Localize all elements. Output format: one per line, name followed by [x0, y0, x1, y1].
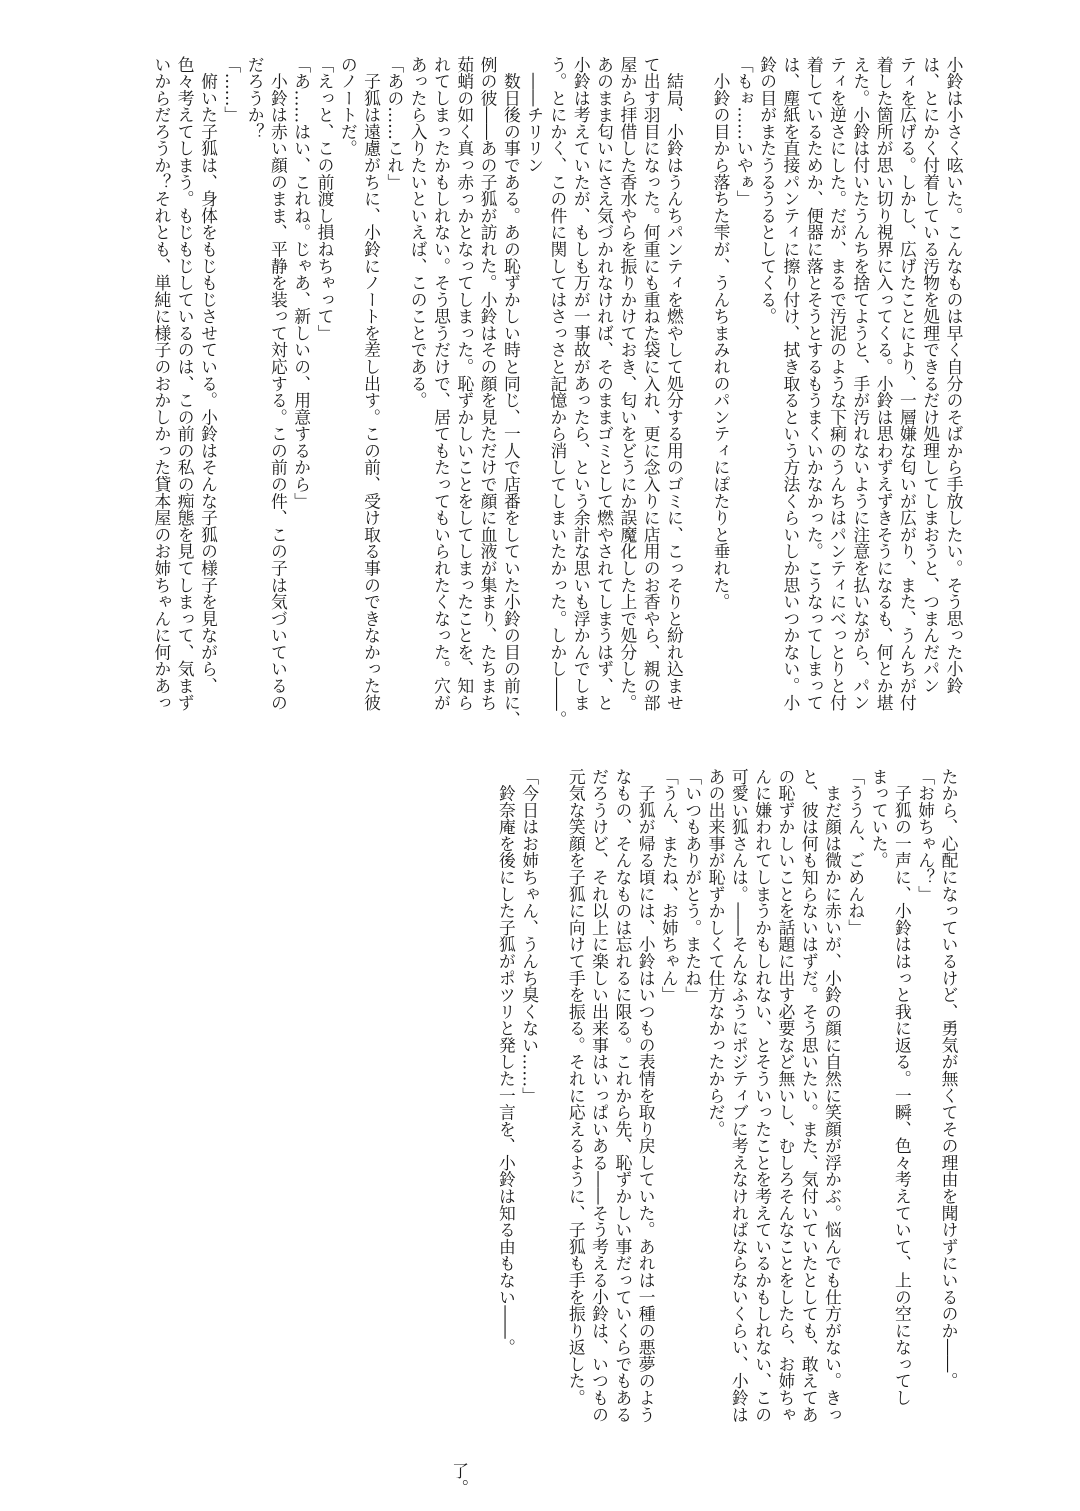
text-line: だろうけど、それ以上に楽しい出来事はいっぱいある――そう考える小鈴は、いつもの [589, 768, 610, 1423]
text-line: 「いつもありがとう。またね」 [682, 768, 703, 1004]
text-line: 「あの……これ」 [384, 56, 405, 191]
text-line: 鈴奈庵を後にした子狐がポツリと発した一言を、小鈴は知る由もない――。 [496, 768, 517, 1356]
text-line: 子狐が帰る頃には、小鈴はいつもの表情を取り戻していた。あれは一種の悪夢のよう [636, 768, 657, 1423]
text-line: 元気な笑顔を子狐に向けて手を振る。それに応えるように、子狐も手を振り返した。 [566, 768, 587, 1407]
text-line: 小鈴は赤い顔のまま、平静を装って対応する。この前の件、この子は気づいているの [268, 56, 289, 711]
text-line: 茹蛸の如く真っ赤っかとなってしまった。恥ずかしいことをしてしまったことを、知ら [454, 56, 475, 711]
text-line: 着しているためか、便器に落とそうとするもうまくいかなかった。こうなってしまって [804, 56, 825, 711]
text-line [541, 768, 564, 1448]
text-line: のノートだ。 [338, 56, 359, 157]
text-line [685, 56, 708, 716]
text-line: 「あ……はい、これね。じゃあ、新しいの、用意するから」 [291, 56, 312, 510]
text-line: なもの、そんなものは忘れるに限る。これから先、恥ずかしい事だっていくらでもある [612, 768, 633, 1423]
text-line: 可愛い狐さんは。――そんなふうにポジティブに考えなければならないくらい、小鈴は [729, 768, 750, 1423]
text-line: 小鈴は小さく呟いた。こんなものは早く自分のそばから手放したい。そう思った小鈴 [944, 56, 964, 695]
text-line: まっていた。 [869, 768, 890, 869]
text-line: ――チリリン [524, 56, 545, 174]
text-line: れてしまったかもしれない。そう思うだけで、居てもたってもいられたくなった。穴が [431, 56, 452, 711]
text-block-bottom [494, 768, 960, 1448]
text-line: ティを広げる。しかし、広げたことにより、一層嫌な匂いが広がり、また、うんちが付 [897, 56, 918, 711]
text-line: 子狐は遠慮がちに、小鈴にノートを差し出す。この前、受け取る事のできなかった彼 [361, 56, 382, 711]
text-line: の恥ずかしいことを話題に出す必要など無いし、むしろそんなことをしたら、お姉ちゃ [775, 768, 796, 1423]
text-line: と、彼は何も知らないはずだ。そう思いたい。また、気付いていたとしても、敢えてあ [799, 768, 820, 1423]
text-line: あのまま匂いにさえ気づかれなければ、そのままゴミとして燃やされてしまうはず、と [594, 56, 615, 711]
text-line: は、とにかく付着している汚物を処理できるだけ処理してしまおうと、つまんだパン [920, 56, 941, 695]
text-line: 数日後の事である。あの恥ずかしい時と同じ、一人で店番をしていた小鈴の目の前に、 [501, 56, 522, 728]
text-block-top [150, 56, 965, 728]
text-line: 俯いた子狐は、身体をもじもじさせている。小鈴はそんな子狐の様子を見ながら、 [198, 56, 219, 695]
text-line: だろうか？ [245, 56, 266, 140]
text-line: 「お姉ちゃん？」 [915, 768, 936, 903]
text-line: んに嫌われてしまうかもしれない、とそういったことを考えているかもしれない、この [752, 768, 773, 1423]
text-line: あの出来事が恥ずかしくて仕方なかったからだ。 [706, 768, 727, 1138]
text-line: 「今日はお姉ちゃん、うんち臭くない……」 [519, 768, 540, 1104]
text-line: 「……」 [221, 56, 242, 124]
text-line: 色々考えてしまう。もじもじしているのは、この前の私の痴態を見てしまって、気まず [175, 56, 196, 711]
text-line: は、塵紙を直接パンティに擦り付け、拭き取るという方法くらいしか思いつかない。小 [780, 56, 801, 711]
text-line: 「えっと、この前渡し損ねちゃって」 [314, 56, 335, 342]
text-line: う。とにかく、この件に関してはさっさと記憶から消してしまいたかった。しかし――。 [547, 56, 568, 728]
text-line: 「うん、またね、お姉ちゃん」 [659, 768, 680, 1004]
text-line: て出す羽目になった。何重にも重ねた袋に入れ、更に念入りに店用のお香やら、親の部 [641, 56, 662, 711]
text-line: 結局、小鈴はうんちパンティを燃やして処分する用のゴミに、こっそりと紛れ込ませ [664, 56, 685, 711]
text-line: まだ顔は微かに赤いが、小鈴の顔に自然に笑顔が浮かぶ。悩んでも仕方がない。きっ [822, 768, 843, 1423]
text-line: 着した箇所が思い切り視界に入ってくる。小鈴は思わずえずきそうになるも、何とか堪 [874, 56, 895, 711]
text-line: 「もぉ……いやぁ」 [734, 56, 755, 208]
text-line: 小鈴は考えていたが、もしも万が一事故があったら、という余計な思いも浮かんでしま [571, 56, 592, 711]
text-line: 鈴の目がまたうるうるとしてくる。 [757, 56, 778, 325]
text-line: あったら入りたいといえば、このことである。 [408, 56, 429, 409]
text-line: 屋から拝借した香水やらを振りかけておき、匂いをどうにか誤魔化した上で処分した。 [617, 56, 638, 711]
text-line: ティを逆さにした。だが、まるで汚泥のような下痢のうんちはパンティにべっとりと付 [827, 56, 848, 711]
text-line: いからだろうか？それとも、単純に様子のおかしかった貸本屋のお姉ちゃんに何かあっ [151, 56, 172, 711]
text-line: 例の彼――あの子狐が訪れた。小鈴はその顔を見ただけで顔に血液が集まり、たちまち [478, 56, 499, 711]
end-mark: 了。 [448, 1462, 468, 1496]
text-line: たから、心配になっているけど、勇気が無くてその理由を聞けずにいるのか――。 [939, 768, 959, 1390]
text-line: 小鈴の目から落ちた雫が、うんちまみれのパンティにぽたりと垂れた。 [711, 56, 732, 611]
text-line: 「ううん、ごめんね」 [845, 768, 866, 936]
text-line: えた。小鈴は付いたうんちを捨てようと、手が汚れないように注意を払いながら、パン [850, 56, 871, 711]
text-line: 子狐の一声に、小鈴ははっと我に返る。一瞬、色々考えていて、上の空になってし [892, 768, 913, 1407]
